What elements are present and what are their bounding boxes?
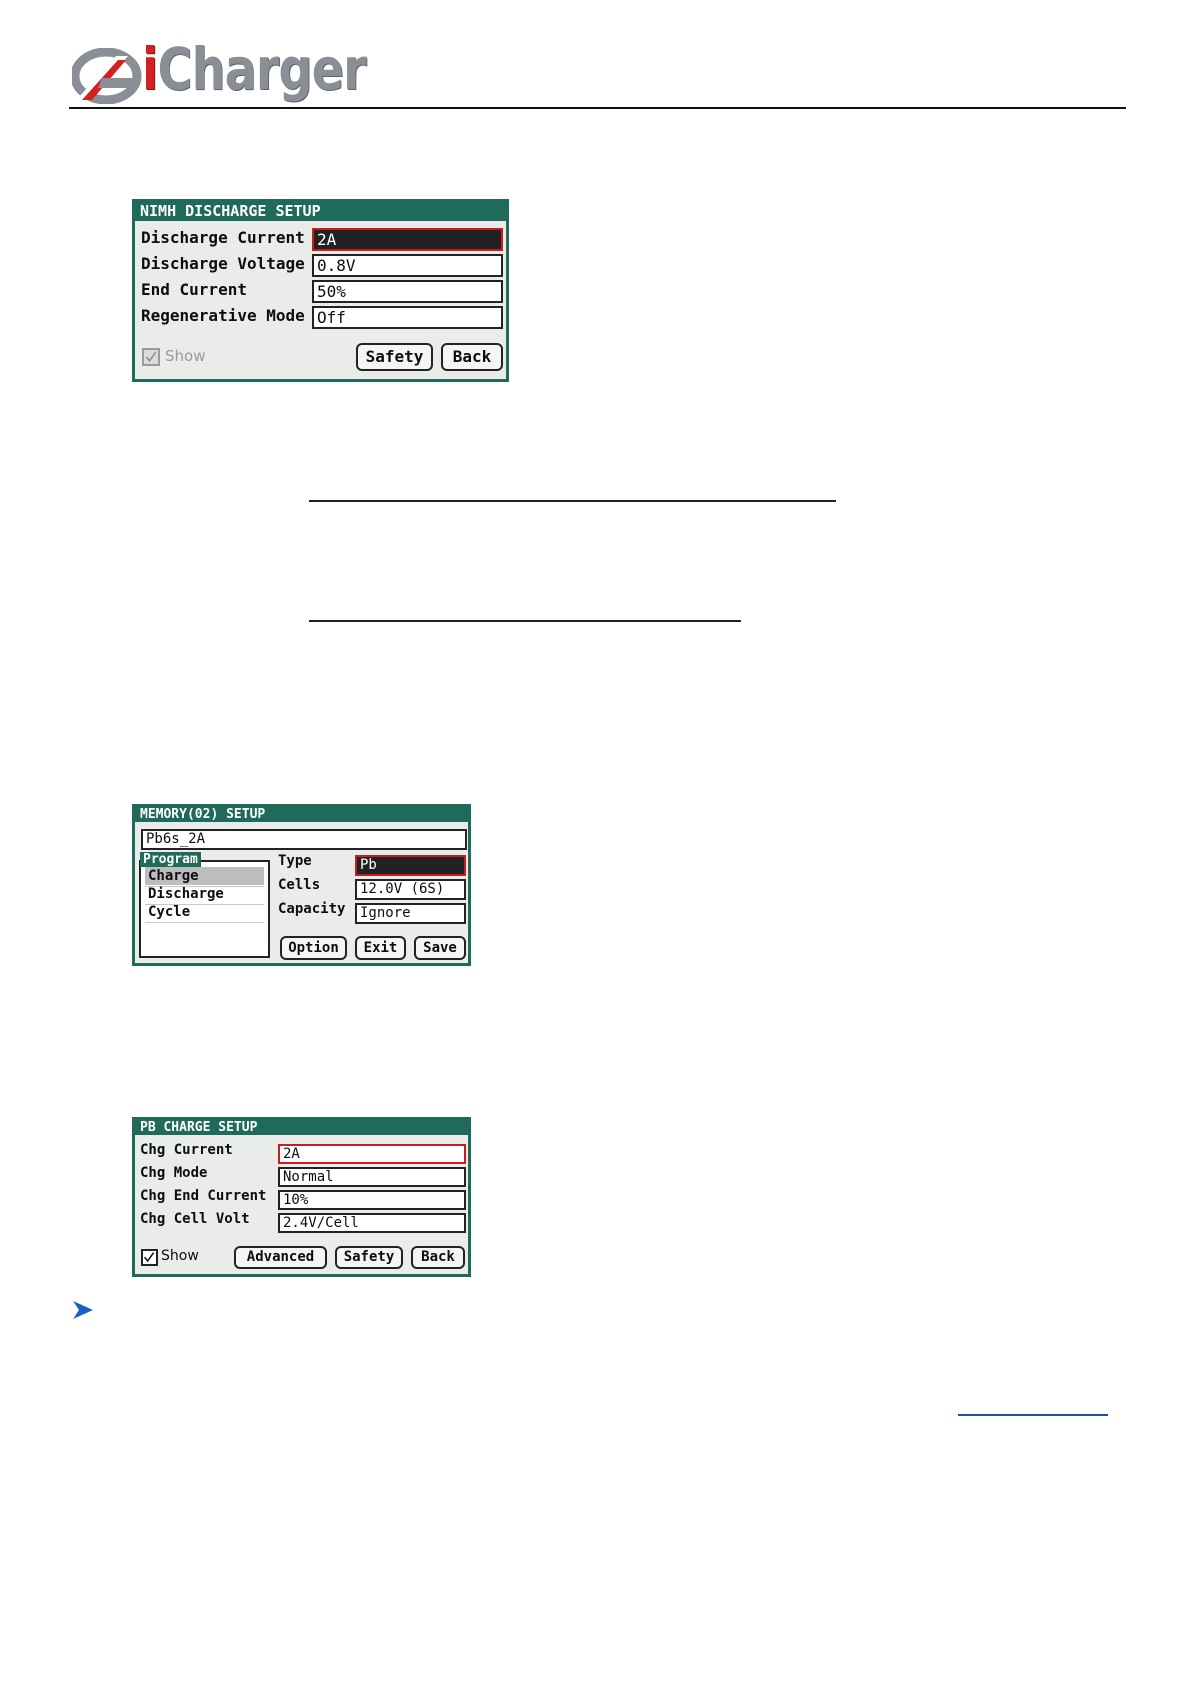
- checkmark-icon: [143, 1251, 156, 1264]
- back-button[interactable]: Back: [411, 1246, 465, 1269]
- logo-wordmark-rest: Charger: [157, 35, 366, 103]
- chg-cell-volt-label: Chg Cell Volt: [140, 1211, 250, 1227]
- chg-mode-label: Chg Mode: [140, 1165, 208, 1181]
- blue-arrow-bullet-icon: [72, 1300, 94, 1320]
- discharge-voltage-field[interactable]: 0.8V: [312, 254, 503, 277]
- show-checkbox[interactable]: [142, 348, 160, 366]
- program-tab: Program: [140, 852, 201, 867]
- chg-end-current-label: Chg End Current: [140, 1188, 267, 1204]
- type-label: Type: [278, 853, 312, 869]
- regenerative-mode-label: Regenerative Mode: [141, 306, 305, 325]
- logo-wordmark: [142, 35, 366, 103]
- screen-title: NIMH DISCHARGE SETUP: [135, 202, 506, 221]
- program-item-discharge[interactable]: Discharge: [148, 886, 224, 902]
- program-list: [139, 860, 270, 958]
- memory-setup-screen: [132, 804, 471, 966]
- text-underline-2: [309, 620, 741, 622]
- capacity-field[interactable]: Ignore: [355, 903, 466, 924]
- text-underline-1: [309, 500, 836, 502]
- pb-charge-setup-screen: [132, 1117, 471, 1277]
- chg-cell-volt-field[interactable]: 2.4V/Cell: [278, 1213, 466, 1233]
- back-button[interactable]: Back: [441, 343, 503, 371]
- discharge-voltage-label: Discharge Voltage: [141, 254, 305, 273]
- capacity-label: Capacity: [278, 901, 346, 917]
- option-button[interactable]: Option: [280, 936, 347, 960]
- header-rule: [69, 107, 1126, 109]
- regenerative-mode-field[interactable]: Off: [312, 306, 503, 329]
- memory-name-field[interactable]: Pb6s_2A: [141, 829, 467, 850]
- list-divider: [145, 922, 264, 923]
- icharger-logo-mark-icon: [72, 48, 142, 104]
- icharger-logo: [72, 35, 402, 106]
- logo-wordmark-i: i: [142, 35, 158, 103]
- cells-label: Cells: [278, 877, 321, 893]
- chg-current-label: Chg Current: [140, 1142, 233, 1158]
- program-item-charge[interactable]: Charge: [145, 867, 264, 885]
- chg-current-field[interactable]: 2A: [278, 1144, 466, 1164]
- nimh-discharge-setup-screen: [132, 199, 509, 382]
- discharge-current-field[interactable]: 2A: [312, 228, 503, 251]
- end-current-field[interactable]: 50%: [312, 280, 503, 303]
- screen-title: PB CHARGE SETUP: [135, 1120, 468, 1135]
- chg-end-current-field[interactable]: 10%: [278, 1190, 466, 1210]
- type-field[interactable]: Pb: [355, 855, 466, 876]
- end-current-label: End Current: [141, 280, 247, 299]
- program-item-cycle[interactable]: Cycle: [148, 904, 191, 920]
- safety-button[interactable]: Safety: [356, 343, 433, 371]
- show-checkbox[interactable]: [141, 1249, 158, 1266]
- checkmark-icon: [144, 350, 158, 364]
- discharge-current-label: Discharge Current: [141, 228, 305, 247]
- save-button[interactable]: Save: [414, 936, 466, 960]
- advanced-button[interactable]: Advanced: [234, 1246, 327, 1269]
- exit-button[interactable]: Exit: [355, 936, 406, 960]
- chg-mode-field[interactable]: Normal: [278, 1167, 466, 1187]
- show-label: Show: [161, 1248, 199, 1264]
- cells-field[interactable]: 12.0V (6S): [355, 879, 466, 900]
- show-label: Show: [165, 347, 206, 365]
- screen-title: MEMORY(02) SETUP: [135, 807, 468, 822]
- link-underline[interactable]: [958, 1414, 1108, 1416]
- safety-button[interactable]: Safety: [335, 1246, 403, 1269]
